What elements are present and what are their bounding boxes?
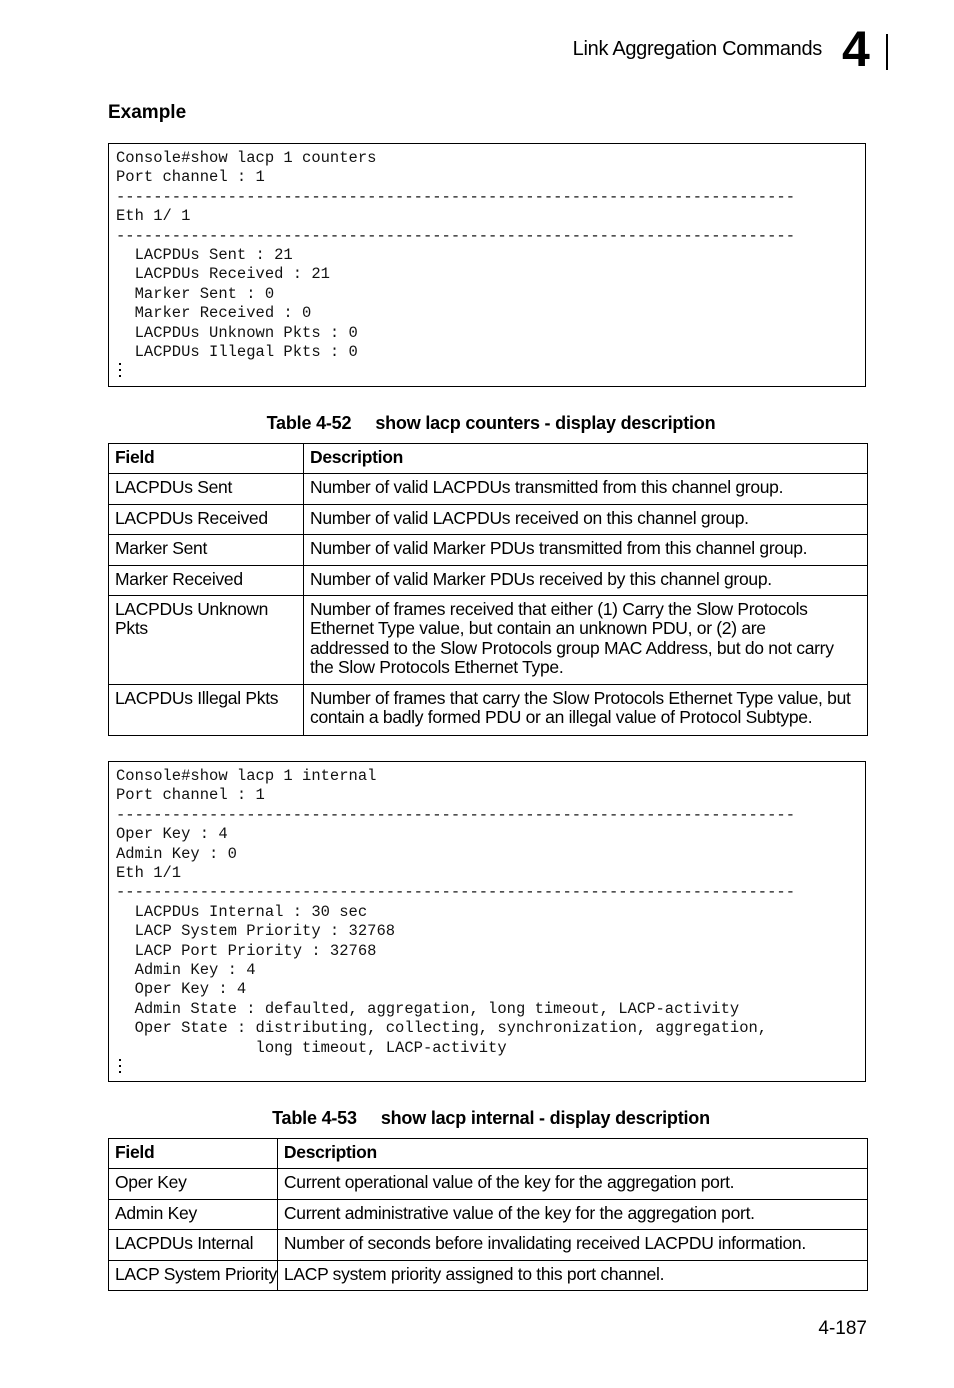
table-row [109,565,868,595]
description-cell: Current administrative value of the key for the aggregation port. [277,1199,867,1229]
section-heading: Example [108,102,187,123]
table-title: show lacp counters - display description [375,413,716,433]
counters-description-table [108,443,868,736]
table-row [109,535,868,565]
description-cell: Number of frames received that either (1) Carry the Slow Protocols Ethernet Type value, but contain an unknown PDU, or (2) are addressed to the Slow Protocols group MAC Address, but do not carry the Slow Protocols Ethernet Type. [304,596,868,685]
table-row [109,1199,868,1229]
table-number: Table 4-53 [272,1108,357,1128]
chapter-divider [886,34,888,70]
table-title: show lacp internal - display description [380,1108,710,1128]
field-cell: Admin Key [109,1199,278,1229]
ellipsis-icon [117,363,123,377]
page-number: 4-187 [818,1318,867,1339]
field-cell: Marker Sent [109,535,304,565]
running-header-title: Link Aggregation Commands [572,38,822,60]
field-cell: LACPDUs Unknown Pkts [109,596,304,685]
code-text: Console#show lacp 1 internal Port channel : 1 ------------------------------------------------------------------------- Oper Key : 4 Admin Key : 0 Eth 1/1 ------------------------------------------------------------------------- LACPDUs Internal : 30 sec LACP System Priority : 32768 LACP Port Priority : 32768 Admin Key : 4 Oper Key : 4 Admin State : defaulted, aggregation, long timeout, LACP-activity Oper State : distributing, collecting, synchronization, aggregation, long timeout, LACP-activity [116,767,796,1057]
field-cell: Marker Received [109,565,304,595]
field-cell: LACPDUs Internal [109,1230,278,1260]
header-description: Description [304,444,868,474]
description-cell: Number of valid LACPDUs transmitted from this channel group. [304,474,868,504]
chapter-number: 4 [842,21,870,77]
description-cell: Number of frames that carry the Slow Protocols Ethernet Type value, but contain a badly formed PDU or an illegal value of Protocol Subtype. [304,684,868,736]
description-cell: Number of valid LACPDUs received on this channel group. [304,504,868,534]
description-cell: LACP system priority assigned to this port channel. [277,1260,867,1290]
ellipsis-icon [117,1059,123,1073]
table-row [109,596,868,685]
table-header-row [109,1139,868,1169]
description-cell: Number of valid Marker PDUs received by this channel group. [304,565,868,595]
table-row [109,1169,868,1199]
table-caption [108,413,874,434]
field-cell: LACPDUs Illegal Pkts [109,684,304,736]
field-cell: Oper Key [109,1169,278,1199]
table-number: Table 4-52 [266,413,352,433]
header-field: Field [109,1139,278,1169]
field-cell: LACPDUs Sent [109,474,304,504]
code-example-internal [108,761,866,1082]
internal-description-table [108,1138,868,1291]
code-example-counters [108,143,866,387]
table-caption [108,1108,874,1129]
description-cell: Current operational value of the key for the aggregation port. [277,1169,867,1199]
description-cell: Number of valid Marker PDUs transmitted from this channel group. [304,535,868,565]
header-description: Description [277,1139,867,1169]
field-cell: LACPDUs Received [109,504,304,534]
header-field: Field [109,444,304,474]
table-row [109,474,868,504]
table-header-row [109,444,868,474]
table-row [109,684,868,736]
table-row [109,1230,868,1260]
field-cell: LACP System Priority [109,1260,278,1290]
table-row [109,1260,868,1290]
table-row [109,504,868,534]
description-cell: Number of seconds before invalidating received LACPDU information. [277,1230,867,1260]
code-text: Console#show lacp 1 counters Port channel : 1 ------------------------------------------------------------------------- Eth 1/ 1 ------------------------------------------------------------------------- LACPDUs Sent : 21 LACPDUs Received : 21 Marker Sent : 0 Marker Received : 0 LACPDUs Unknown Pkts : 0 LACPDUs Illegal Pkts : 0 [116,149,796,362]
